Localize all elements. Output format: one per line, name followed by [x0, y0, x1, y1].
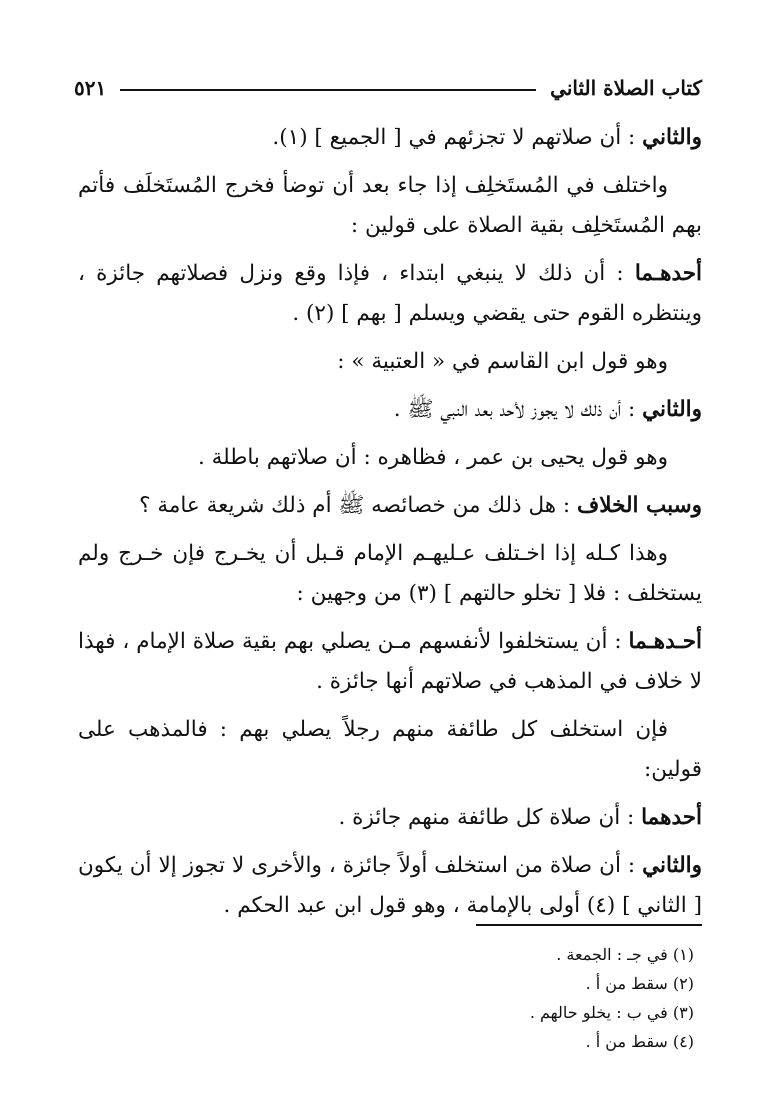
paragraph-text: واختلف في المُستَخلِف إذا جاء بعد أن توضأ فخرج المُستَخلَف فأتم بهم المُستَخلِف بقية الصلاة على قولين : — [78, 173, 702, 238]
footnote-separator — [476, 924, 702, 926]
paragraph — [78, 438, 702, 478]
paragraph-lead: أحـدهـما — [628, 629, 702, 654]
footnotes — [300, 940, 694, 1056]
paragraph-text: : أن صلاة كل طائفة منهم جائزة . — [338, 805, 642, 830]
paragraph — [78, 254, 702, 334]
paragraph-text: : هل ذلك من خصائصه ﷺ أم ذلك شريعة عامة ؟ — [139, 493, 577, 518]
paragraph-text: وهذا كـله إذا اخـتلف عـليهـم الإمام قـبل أن يخـرج فإن خـرج ولم يستخلف : فلا [ تخلو حالتهم ] (٣) من وجهين : — [78, 541, 702, 606]
footnote: (٣) في ب : يخلو حالهم . — [529, 1003, 694, 1022]
running-header — [74, 70, 702, 106]
header-rule — [120, 89, 536, 91]
paragraph — [78, 166, 702, 246]
paragraph-text: فإن استخلف كل طائفة منهم رجلاً يصلي بهم : فالمذهب على قولين: — [78, 717, 702, 782]
paragraph-text: وهو قول ابن القاسم في « العتبية » : — [337, 349, 668, 374]
header-title: كتاب الصلاة الثاني — [550, 76, 702, 100]
paragraph — [78, 846, 702, 926]
paragraph-text: وهو قول يحيى بن عمر ، فظاهره : أن صلاتهم باطلة . — [197, 445, 668, 470]
paragraph-lead: والثاني — [642, 125, 702, 150]
paragraph-text: : أن صلاة من استخلف أولاً جائزة ، والأخرى لا تجوز إلا أن يكون [ الثاني ] (٤) أولى بالإمامة ، وهو قول ابن عبد الحكم . — [78, 853, 702, 918]
paragraph-lead: أحدهـما — [634, 261, 702, 286]
paragraph — [78, 534, 702, 614]
paragraph — [78, 118, 702, 158]
paragraph — [78, 798, 702, 838]
footnote: (٢) سقط من أ . — [585, 974, 694, 993]
paragraph — [78, 390, 702, 430]
paragraph-text: : أن ذلك لا يجوز لأحد بعد النبي ﷺ . — [393, 397, 643, 422]
paragraph-lead: والثاني — [642, 853, 702, 878]
paragraph-text: : أن ذلك لا ينبغي ابتداء ، فإذا وقع ونزل فصلاتهم جائزة ، وينتظره القوم حتى يقضي ويسلم [ بهم ] (٢) . — [78, 261, 702, 326]
paragraph-text: : أن يستخلفوا لأنفسهم مـن يصلي بهم بقية صلاة الإمام ، فهذا لا خلاف في المذهب في صلاتهم أنها جائزة . — [78, 629, 702, 694]
paragraph-lead: والثاني — [642, 397, 702, 422]
paragraph — [78, 486, 702, 526]
paragraph-text: : أن صلاتهم لا تجزئهم في [ الجميع ] (١). — [272, 125, 643, 150]
paragraph-lead: وسبب الخلاف — [576, 493, 702, 518]
paragraph — [78, 622, 702, 702]
paragraph — [78, 710, 702, 790]
page-number: ٥٢١ — [74, 76, 107, 100]
paragraph-lead: أحدهما — [641, 805, 702, 830]
body-text — [78, 118, 702, 934]
footnote: (٤) سقط من أ . — [585, 1032, 694, 1051]
paragraph — [78, 342, 702, 382]
footnote: (١) في جـ : الجمعة . — [556, 945, 694, 964]
